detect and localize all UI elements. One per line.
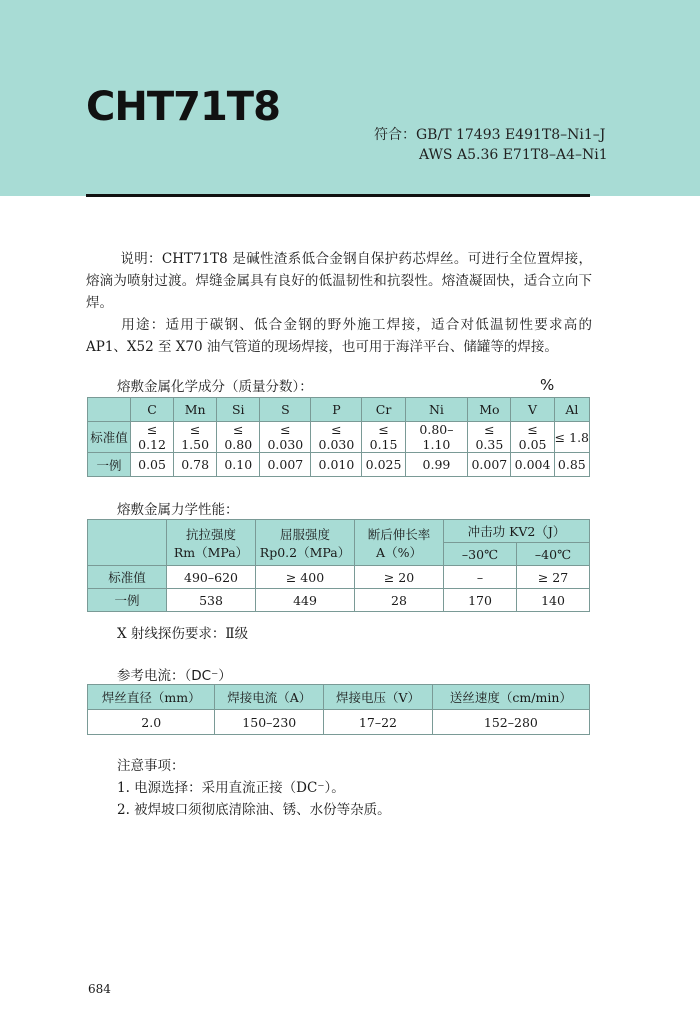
mech-row-standard: [88, 566, 590, 589]
standard-label: 符合：: [374, 127, 416, 143]
chem-header-cell: Ni: [405, 398, 468, 422]
note-item-1: 1. 电源选择：采用直流正接（DC⁻）。: [117, 780, 345, 796]
table-cell: ≤ 0.030: [311, 422, 362, 453]
table-cell: 449: [256, 589, 355, 612]
chem-header-cell: Mo: [468, 398, 511, 422]
mech-header-row: [88, 520, 590, 543]
usage-paragraph: [86, 314, 592, 358]
table-cell: 0.007: [468, 453, 511, 477]
standard-aws: AWS A5.36 E71T8–A4–Ni1: [419, 147, 608, 163]
description-paragraph: [86, 248, 592, 314]
chem-header-cell: P: [311, 398, 362, 422]
table-cell: ≤ 0.030: [260, 422, 311, 453]
mech-header-corner: [88, 520, 167, 566]
chem-row-example: [88, 453, 590, 477]
table-cell: ≤ 0.05: [511, 422, 554, 453]
current-header-cell: 焊接电流（A）: [215, 685, 324, 710]
table-cell: ≤ 0.80: [217, 422, 260, 453]
table-cell: 17–22: [324, 710, 433, 735]
table-cell: ≤ 1.8: [554, 422, 589, 453]
table-cell: 0.80–1.10: [405, 422, 468, 453]
mech-header-tensile: [167, 520, 256, 566]
tensile-label: 抗拉强度: [185, 526, 236, 542]
impact-temp-1: –30℃: [444, 543, 517, 566]
table-cell: 150–230: [215, 710, 324, 735]
product-title: CHT71T8: [86, 84, 280, 130]
current-row: [88, 710, 590, 735]
current-header-cell: 焊接电压（V）: [324, 685, 433, 710]
table-cell: ≥ 27: [517, 566, 590, 589]
table-cell: ≤ 0.15: [362, 422, 405, 453]
table-cell: ≤ 0.12: [131, 422, 174, 453]
impact-temp-2: –40℃: [517, 543, 590, 566]
chem-unit: %: [540, 376, 555, 394]
current-header-cell: 送丝速度（cm/min）: [432, 685, 589, 710]
chem-header-cell: [88, 398, 131, 422]
elongation-label: 断后伸长率: [367, 526, 431, 542]
mech-section-title: 熔敷金属力学性能：: [117, 502, 239, 518]
chem-header-cell: C: [131, 398, 174, 422]
table-cell: 0.010: [311, 453, 362, 477]
table-cell: 170: [444, 589, 517, 612]
notes-title: 注意事项：: [117, 758, 185, 774]
table-cell: 140: [517, 589, 590, 612]
row-label: 一例: [88, 453, 131, 477]
chem-header-cell: Mn: [174, 398, 217, 422]
table-cell: 0.85: [554, 453, 589, 477]
mech-header-impact: 冲击功 KV2（J）: [444, 520, 590, 543]
standard-gb: GB/T 17493 E491T8–Ni1–J: [416, 127, 606, 143]
mech-row-example: [88, 589, 590, 612]
description-text: 说明：CHT71T8 是碱性渣系低合金钢自保护药芯焊丝。可进行全位置焊接，熔滴为喷射过渡。焊缝金属具有良好的低温韧性和抗裂性。熔渣凝固快，适合立向下焊。: [86, 251, 592, 311]
mech-table: [87, 519, 590, 612]
usage-text: 用途：适用于碳钢、低合金钢的野外施工焊接，适合对低温韧性要求高的 AP1、X52 至 X70 油气管道的现场焊接，也可用于海洋平台、储罐等的焊接。: [86, 317, 592, 355]
table-cell: 538: [167, 589, 256, 612]
current-table: [87, 684, 590, 735]
chem-table: [87, 397, 590, 477]
current-section-title: 参考电流：（DC⁻）: [117, 668, 232, 684]
row-label: 一例: [88, 589, 167, 612]
header-rule: [86, 194, 590, 197]
table-cell: –: [444, 566, 517, 589]
tensile-unit: Rm（MPa）: [173, 544, 249, 560]
table-cell: 0.007: [260, 453, 311, 477]
table-cell: 490–620: [167, 566, 256, 589]
elongation-unit: A（%）: [376, 544, 422, 560]
table-cell: 0.99: [405, 453, 468, 477]
table-cell: 0.025: [362, 453, 405, 477]
chem-header-cell: Cr: [362, 398, 405, 422]
chem-header-row: [88, 398, 590, 422]
note-item-2: 2. 被焊坡口须彻底清除油、锈、水份等杂质。: [117, 802, 391, 818]
page-number: 684: [88, 982, 111, 996]
chem-section-title: 熔敷金属化学成分（质量分数）：: [117, 379, 313, 395]
table-cell: ≤ 0.35: [468, 422, 511, 453]
chem-header-cell: Al: [554, 398, 589, 422]
table-cell: ≥ 400: [256, 566, 355, 589]
table-cell: 0.004: [511, 453, 554, 477]
chem-header-cell: V: [511, 398, 554, 422]
chem-row-standard: [88, 422, 590, 453]
table-cell: 0.10: [217, 453, 260, 477]
current-header-cell: 焊丝直径（mm）: [88, 685, 215, 710]
mech-header-elongation: [355, 520, 444, 566]
table-cell: 2.0: [88, 710, 215, 735]
chem-header-cell: S: [260, 398, 311, 422]
yield-unit: Rp0.2（MPa）: [259, 544, 351, 560]
table-cell: ≥ 20: [355, 566, 444, 589]
yield-label: 屈服强度: [279, 526, 330, 542]
row-label: 标准值: [88, 566, 167, 589]
chem-header-cell: Si: [217, 398, 260, 422]
current-header-row: [88, 685, 590, 710]
table-cell: 28: [355, 589, 444, 612]
table-cell: 0.78: [174, 453, 217, 477]
row-label: 标准值: [88, 422, 131, 453]
table-cell: ≤ 1.50: [174, 422, 217, 453]
mech-header-yield: [256, 520, 355, 566]
xray-requirement: X 射线探伤要求：Ⅱ级: [117, 626, 249, 642]
table-cell: 0.05: [131, 453, 174, 477]
standard-line-1: [374, 124, 605, 144]
table-cell: 152–280: [432, 710, 589, 735]
